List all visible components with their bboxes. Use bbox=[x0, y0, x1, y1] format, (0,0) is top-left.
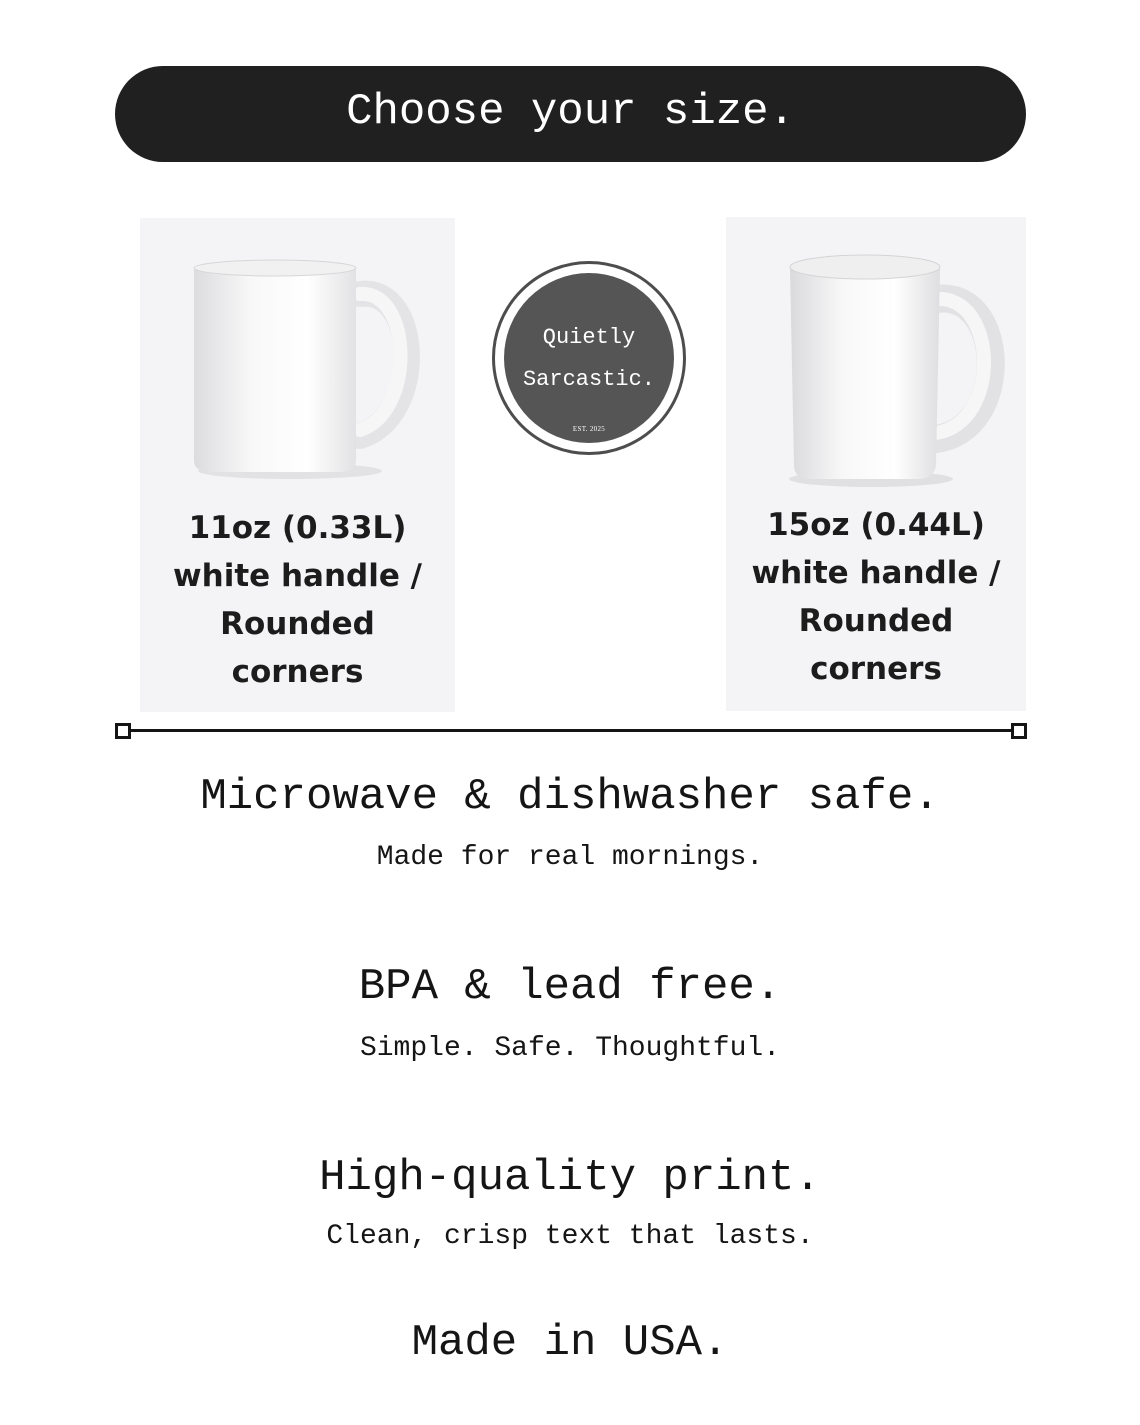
size-label-15oz bbox=[726, 501, 1026, 693]
size-label-line: corners bbox=[810, 651, 942, 687]
divider-endcap-right bbox=[1011, 723, 1027, 739]
feature-subtitle-microwave: Made for real mornings. bbox=[376, 842, 764, 873]
size-banner bbox=[115, 66, 1026, 162]
size-label-line: 15oz (0.44L) bbox=[767, 507, 985, 543]
size-label-11oz bbox=[140, 504, 455, 696]
banner-title: Choose your size. bbox=[346, 87, 795, 137]
size-card-15oz[interactable] bbox=[726, 217, 1026, 711]
brand-badge bbox=[492, 261, 686, 455]
mug-11oz-icon bbox=[180, 246, 420, 496]
size-label-line: Rounded bbox=[798, 603, 954, 639]
brand-badge-inner bbox=[504, 273, 674, 443]
feature-subtitle-bpa: Simple. Safe. Thoughtful. bbox=[359, 1033, 781, 1064]
size-label-line: Rounded bbox=[220, 606, 375, 642]
size-card-11oz[interactable] bbox=[140, 218, 455, 712]
feature-title-bpa: BPA & lead free. bbox=[358, 962, 782, 1012]
feature-title-usa: Made in USA. bbox=[411, 1318, 729, 1368]
size-label-line: 11oz (0.33L) bbox=[188, 510, 407, 546]
feature-subtitle-print: Clean, crisp text that lasts. bbox=[326, 1221, 814, 1252]
badge-established: EST. 2025 bbox=[572, 425, 606, 433]
section-divider bbox=[115, 723, 1027, 739]
size-label-line: white handle / bbox=[751, 555, 1001, 591]
divider-endcap-left bbox=[115, 723, 131, 739]
size-label-line: corners bbox=[231, 654, 364, 690]
badge-brand-line2: Sarcastic. bbox=[522, 367, 656, 392]
mug-15oz-icon bbox=[776, 239, 1016, 499]
size-label-line: white handle / bbox=[173, 558, 422, 594]
badge-brand-line1: Quietly bbox=[542, 325, 636, 350]
feature-title-print: High-quality print. bbox=[319, 1153, 821, 1203]
divider-line bbox=[123, 729, 1019, 732]
feature-title-microwave: Microwave & dishwasher safe. bbox=[200, 772, 940, 822]
